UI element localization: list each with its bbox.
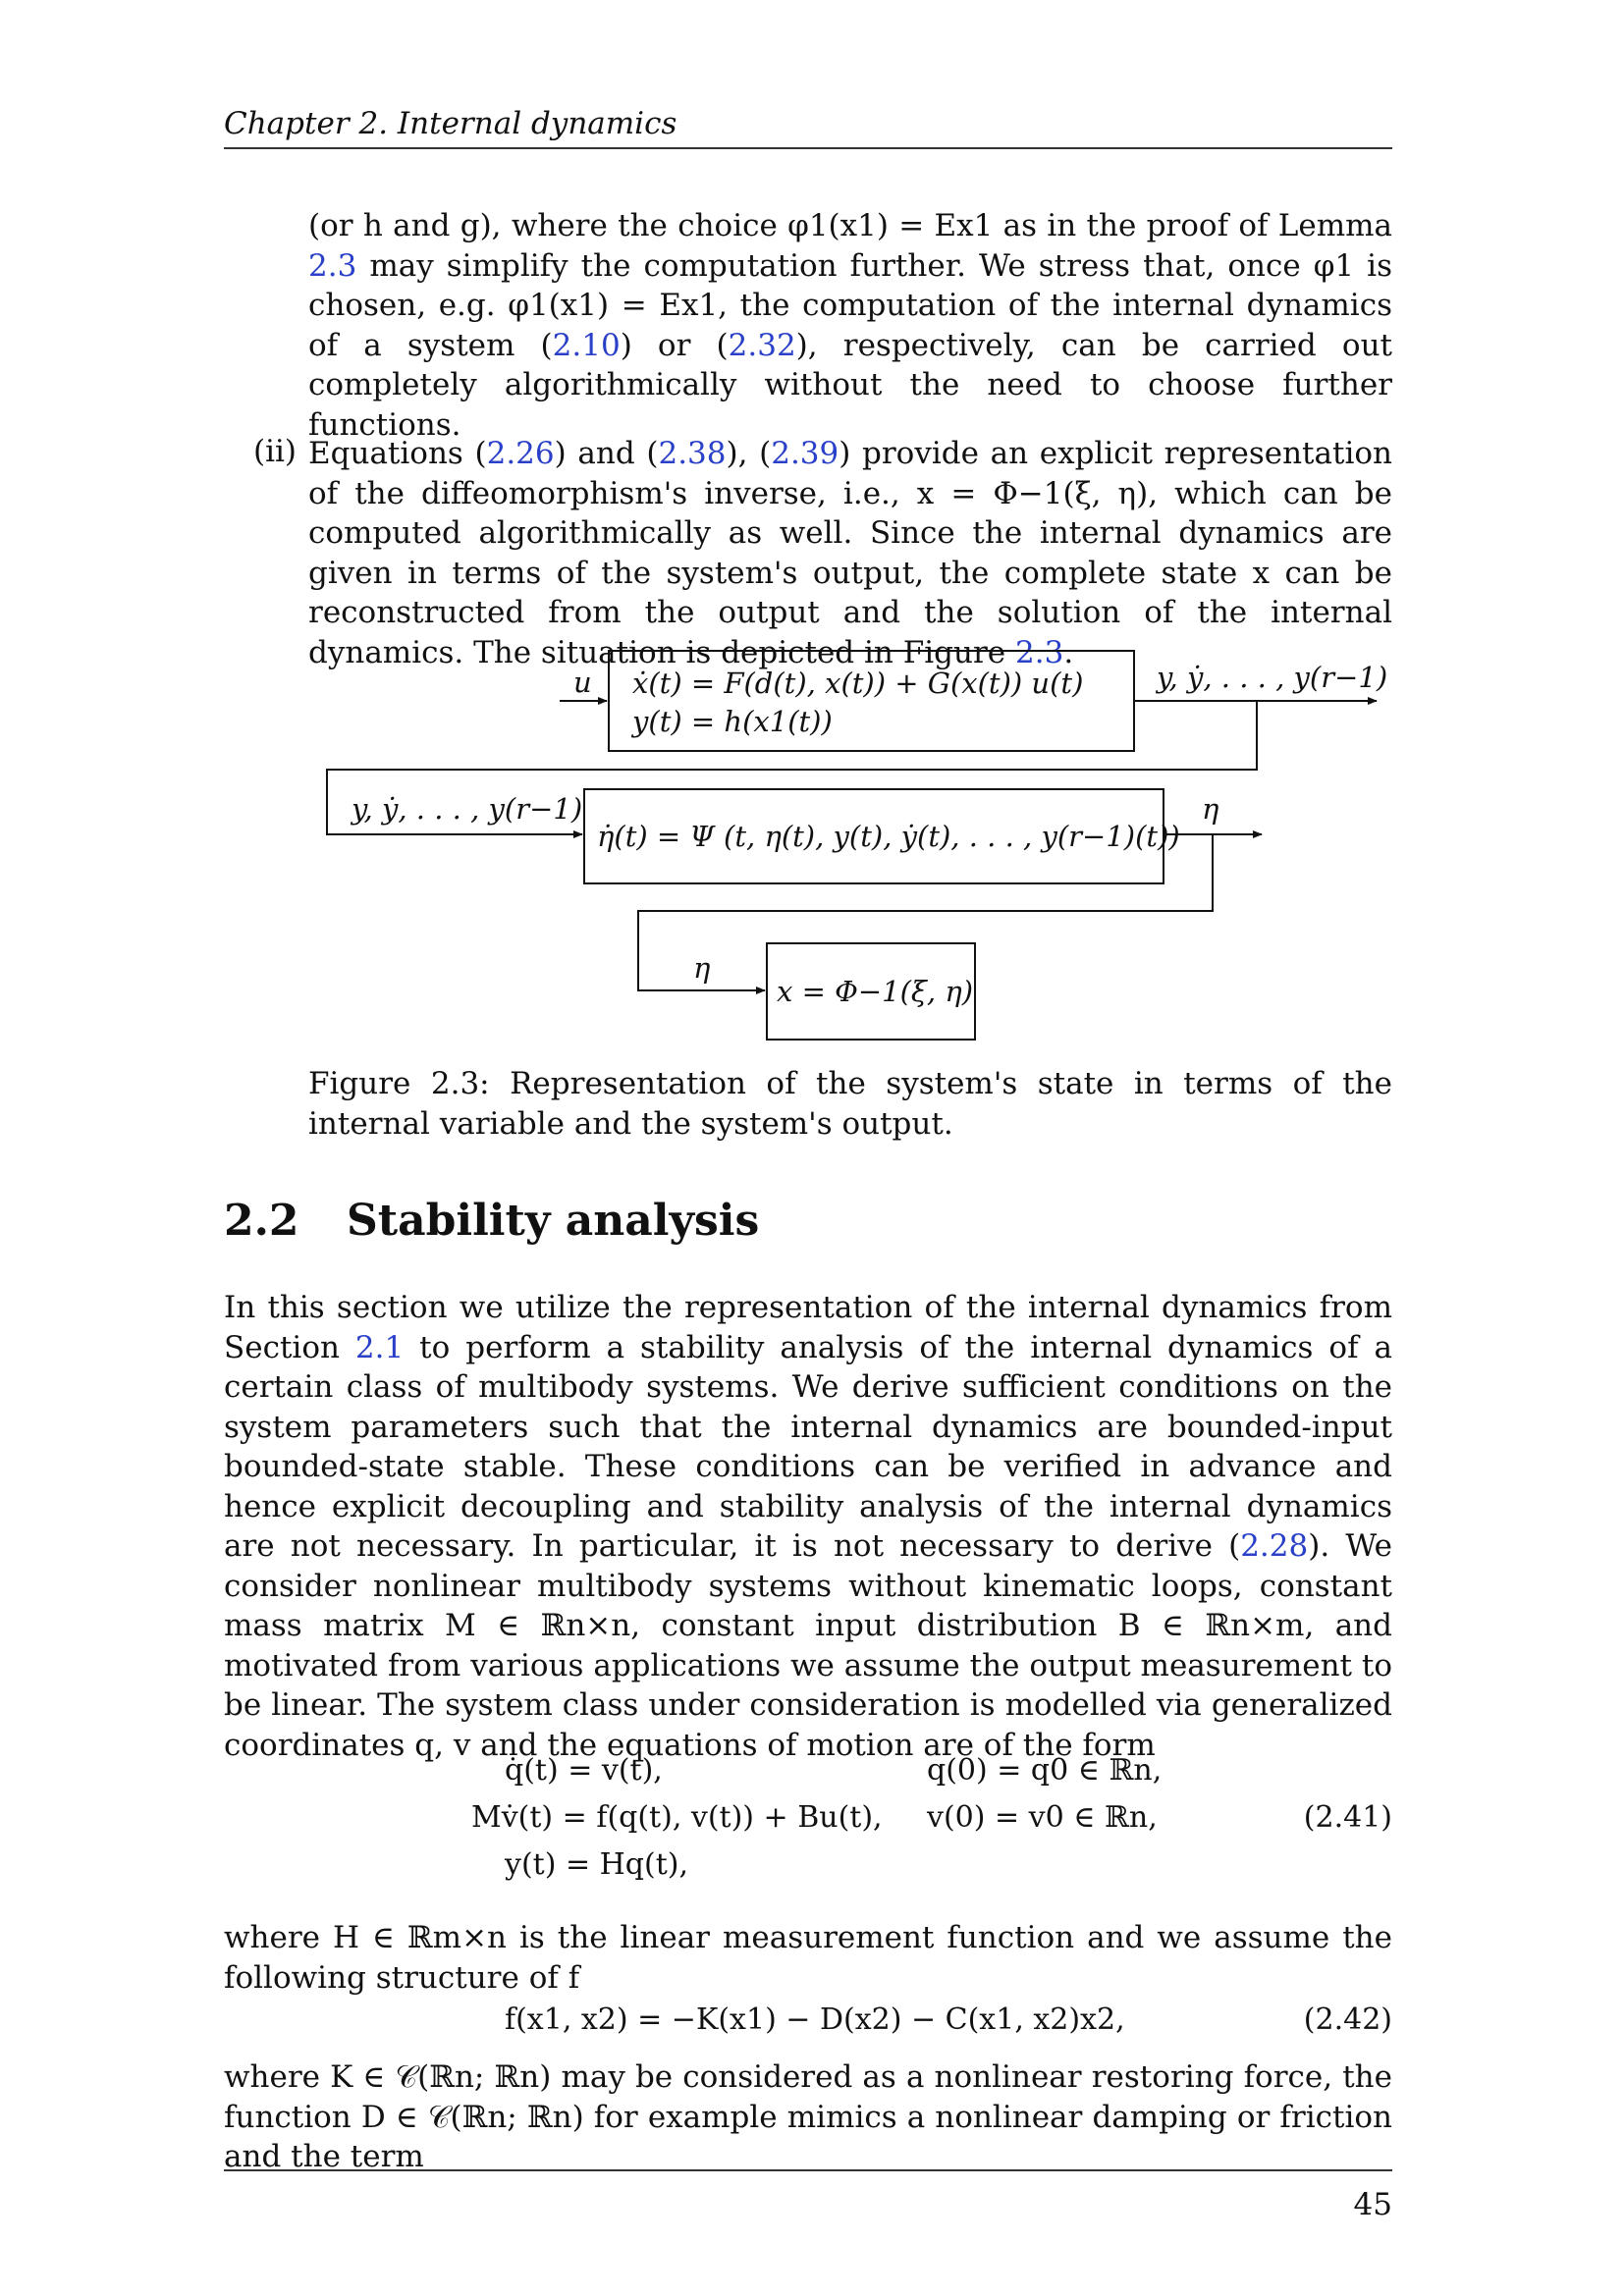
ref-lemma-2-3[interactable]: 2.3 <box>308 247 357 284</box>
eta-input-label: η <box>693 951 711 985</box>
ref-figure-2-3[interactable]: 2.3 <box>1015 634 1064 670</box>
text: ) provide an explicit representation of the diffeomorphism's inverse, i.e., x = Φ−1(ξ, η), which can be computed algorithmically as well. Since the internal dynamics are given in terms of the system's output, the complete state x can be reconstructed from the output and the solution of the internal dynamics. The situation is depicted in Figure <box>308 436 1392 670</box>
eq-2-42-number: (2.42) <box>1303 2002 1392 2037</box>
section-number: 2.2 <box>224 1196 299 1246</box>
paragraph-measurement: where H ∈ ℝm×n is the linear measurement function and we assume the following structure of f <box>224 1920 1392 1996</box>
ref-eq-2-39[interactable]: 2.39 <box>771 436 839 471</box>
paragraph-restoring-force: where K ∈ 𝒞(ℝn; ℝn) may be considered as a nonlinear restoring force, the function D ∈ 𝒞(ℝn; ℝn) for example mimics a nonlinear damping or friction and the term <box>224 2059 1392 2174</box>
output-label: y, ẏ, . . . , y(r−1) <box>1157 661 1388 694</box>
input-label: u <box>573 666 592 699</box>
system-eq-1: ẋ(t) = F(d(t), x(t)) + G(x(t)) u(t) <box>632 667 1084 700</box>
internal-dynamics-eq: η̇(t) = Ψ (t, η(t), y(t), ẏ(t), . . . , y(r−1)(t)) <box>597 820 1180 853</box>
feedback-label: y, ẏ, . . . , y(r−1) <box>352 792 583 826</box>
text: to perform a stability analysis of the internal dynamics of a certain class of multibody systems. We derive sufficient conditions on the system parameters such that the internal dynamics are bounded-input bounded-state stable. These conditions can be verified in advance and hence explicit decoupling and stability analysis of the internal dynamics are not necessary. In particular, it is not necessary to derive ( <box>224 1329 1392 1564</box>
running-header: Chapter 2. Internal dynamics <box>224 106 677 141</box>
text: Equations ( <box>308 436 487 471</box>
eq-2-41-line1-left: q̇(t) = v(t), <box>505 1753 663 1788</box>
eq-2-42: f(x1, x2) = −K(x1) − D(x2) − C(x1, x2)x2, <box>505 2002 1125 2037</box>
eta-output-label: η <box>1202 792 1219 826</box>
eq-2-41-line2-right: v(0) = v0 ∈ ℝn, <box>927 1800 1158 1835</box>
figure-caption: Figure 2.3: Representation of the system's state in terms of the internal variable and the system's output. <box>308 1066 1392 1142</box>
feedback-line-2 <box>638 834 1213 990</box>
section-title: Stability analysis <box>347 1196 760 1246</box>
inverse-map-eq: x = Φ−1(ξ, η) <box>777 975 974 1008</box>
paragraph-section-intro <box>224 1288 1392 1765</box>
text: may simplify the computation further. We stress that, once φ1 is chosen, e.g. φ1(x1) = Ex1, the computation of the internal dynamics of a system ( <box>308 247 1392 363</box>
text: (or h and g), where the choice φ1(x1) = Ex1 as in the proof of Lemma <box>308 208 1392 243</box>
text: ). We consider nonlinear multibody systems without kinematic loops, constant mass matrix M ∈ ℝn×n, constant input distribution B ∈ ℝn×m, and motivated from various applications we assume the output measurement to be linear. The system class under consideration is modelled via generalized coordinates q, v and the equations of motion are of the form <box>224 1528 1392 1763</box>
text: In this section we utilize the representation of the internal dynamics from Section <box>224 1290 1392 1365</box>
section-heading <box>224 1196 759 1246</box>
text: ) or ( <box>620 327 729 363</box>
text: ) and ( <box>554 436 659 471</box>
footer-rule <box>224 2169 1392 2171</box>
eq-2-41-line2-left: Mv̇(t) = f(q(t), v(t)) + Bu(t), <box>471 1800 883 1835</box>
ref-eq-2-26[interactable]: 2.26 <box>486 436 555 471</box>
text: ), respectively, can be carried out completely algorithmically without the need to choose further functions. <box>308 327 1392 443</box>
item-label-ii: (ii) <box>253 434 298 469</box>
ref-eq-2-28[interactable]: 2.28 <box>1240 1528 1309 1564</box>
system-eq-2: y(t) = h(x1(t)) <box>632 705 833 738</box>
text: ), ( <box>726 436 772 471</box>
ref-section-2-1[interactable]: 2.1 <box>354 1329 405 1365</box>
eq-2-41-line1-right: q(0) = q0 ∈ ℝn, <box>927 1753 1163 1788</box>
ref-eq-2-10[interactable]: 2.10 <box>552 327 621 363</box>
ref-eq-2-32[interactable]: 2.32 <box>728 327 796 363</box>
page-number: 45 <box>1353 2187 1392 2222</box>
ref-eq-2-38[interactable]: 2.38 <box>658 436 727 471</box>
eq-2-41-number: (2.41) <box>1303 1800 1392 1835</box>
eq-2-41-line3-left: y(t) = Hq(t), <box>505 1847 688 1882</box>
text: . <box>1063 634 1074 670</box>
